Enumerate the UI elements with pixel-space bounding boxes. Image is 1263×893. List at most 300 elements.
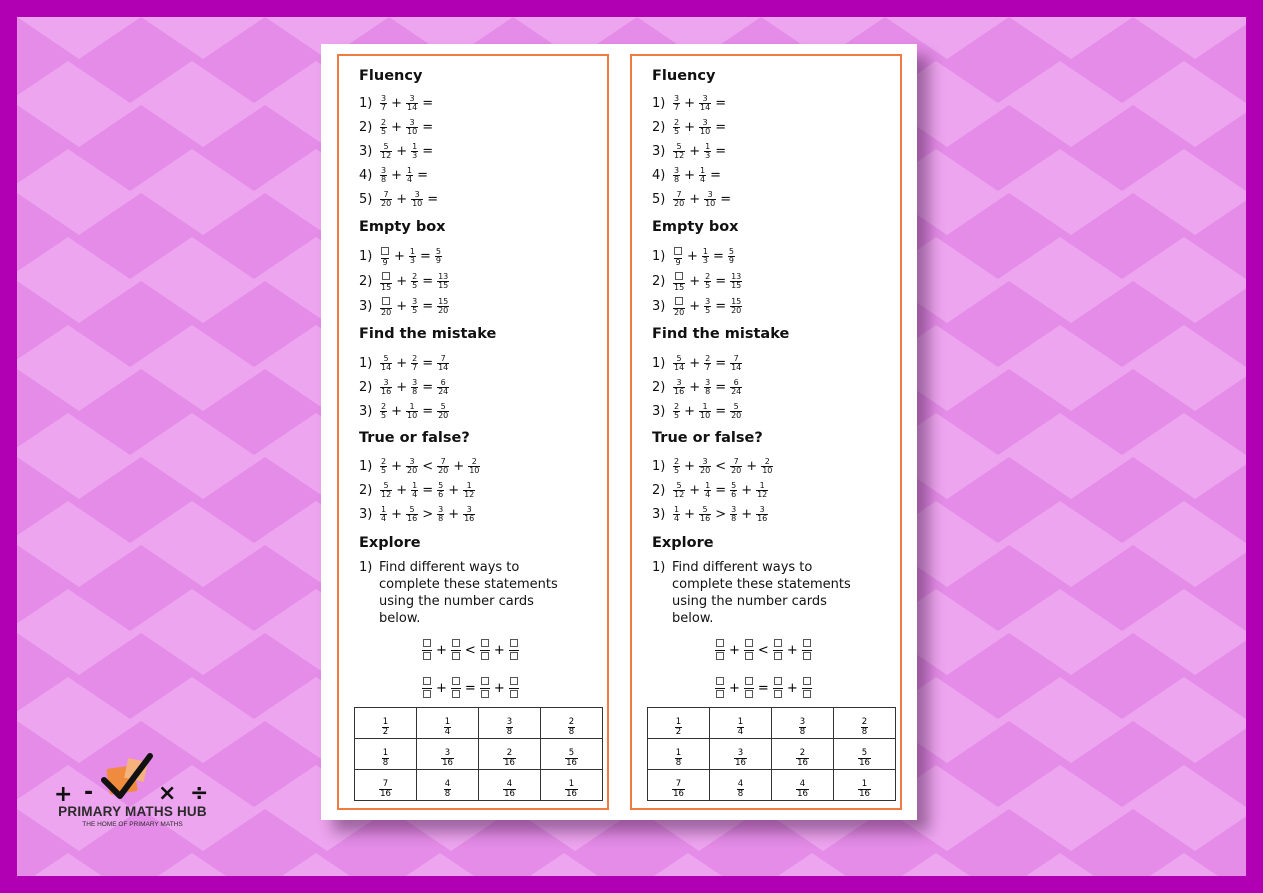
worksheet-sheet [321, 44, 917, 820]
fraction: $\frac{5}{16}$ [859, 748, 870, 768]
explore-statement [714, 638, 813, 663]
operator: = [422, 95, 434, 111]
operator: = [715, 403, 727, 419]
fraction: $\frac{3}{8}$ [506, 717, 513, 737]
operator: + [741, 482, 753, 498]
question-row [359, 399, 450, 423]
fraction: 5 12 [381, 141, 392, 160]
explore-line [652, 576, 851, 593]
operator: + [729, 643, 740, 658]
logo-tagline: THE HOME OF PRIMARY MATHS [82, 821, 183, 828]
fraction: $\frac{1}{2}$ [675, 717, 682, 737]
primary-maths-hub-logo [40, 752, 225, 832]
operator: = [422, 403, 434, 419]
empty-box-icon [675, 297, 683, 305]
number-card [834, 708, 896, 739]
number-card [541, 770, 603, 801]
explore-line [359, 576, 558, 593]
fraction [509, 676, 519, 701]
operator: + [689, 355, 701, 371]
fraction: 9 [673, 246, 683, 267]
question-row [359, 244, 443, 268]
operator: = [422, 355, 434, 371]
question-row [359, 351, 450, 375]
number-cards-table [647, 707, 896, 801]
fraction: $\frac{3}{10}$ [705, 189, 716, 208]
operator: + [493, 643, 505, 658]
operator: = [417, 167, 428, 183]
fraction [802, 676, 812, 701]
empty-box-icon [803, 677, 811, 685]
fraction: 3 8 [674, 165, 680, 184]
question-number: 5) [652, 191, 666, 207]
question-row [359, 269, 450, 293]
section-heading: Empty box [652, 219, 739, 235]
fraction: $\frac{3}{8}$ [412, 377, 418, 396]
empty-box-icon [481, 677, 489, 685]
operator: = [427, 191, 439, 207]
number-card [355, 770, 417, 801]
question-number: 3) [359, 143, 373, 159]
number-card [648, 770, 710, 801]
section-heading: Find the mistake [359, 326, 497, 342]
fraction: $\frac{2}{10}$ [762, 456, 773, 475]
fraction: $\frac{15}{20}$ [438, 296, 449, 315]
operator: = [715, 273, 727, 289]
operator: + [729, 681, 740, 696]
fraction: $\frac{1}{4}$ [412, 480, 418, 499]
fraction: $\frac{5}{16}$ [700, 504, 711, 523]
question-row [359, 163, 431, 187]
fraction: $\frac{1}{12}$ [757, 480, 768, 499]
operator: + [684, 458, 695, 474]
fraction: 7 20 [731, 456, 742, 475]
explore-text: complete these statements [672, 577, 851, 592]
question-row [652, 163, 724, 187]
question-number: 4) [359, 167, 373, 183]
fraction: 3 7 [381, 93, 387, 112]
question-row [652, 351, 743, 375]
number-card [834, 770, 896, 801]
question-number: 3) [359, 506, 373, 522]
operator: + [689, 143, 701, 159]
fraction: $\frac{5}{9}$ [435, 246, 441, 265]
operator: = [422, 482, 434, 498]
operator: + [436, 681, 447, 696]
question-row [652, 244, 736, 268]
fraction: 5 14 [381, 353, 392, 372]
operator: + [684, 167, 695, 183]
operator: + [684, 95, 695, 111]
empty-box-icon [803, 690, 811, 698]
operator: = [713, 248, 724, 264]
explore-statement [714, 676, 813, 701]
fraction [509, 638, 519, 663]
empty-box-icon [452, 677, 460, 685]
question-number: 1) [359, 458, 373, 474]
fraction: $\frac{2}{7}$ [412, 353, 418, 372]
operator: > [715, 506, 727, 522]
operator: + [396, 273, 408, 289]
number-cards-row [648, 770, 896, 801]
empty-box-icon [481, 690, 489, 698]
empty-box-icon [423, 690, 431, 698]
fraction [480, 638, 490, 663]
question-row [652, 502, 769, 526]
number-cards-row [355, 770, 603, 801]
number-card [710, 739, 772, 770]
number-cards-row [355, 708, 603, 739]
number-card [417, 708, 479, 739]
fraction [773, 676, 783, 701]
empty-box-icon [481, 652, 489, 660]
number-cards-row [355, 739, 603, 770]
empty-box-icon [510, 652, 518, 660]
number-card [417, 739, 479, 770]
explore-instructions [359, 559, 558, 627]
fraction: 3 8 [731, 504, 737, 523]
operator: = [422, 143, 434, 159]
fraction: $\frac{1}{16}$ [859, 779, 870, 799]
question-number: 1) [359, 560, 373, 575]
number-card [541, 739, 603, 770]
fraction: 5 12 [381, 480, 392, 499]
explore-line [652, 610, 851, 627]
question-row [359, 187, 441, 211]
fraction: $\frac{1}{2}$ [382, 717, 389, 737]
number-card [355, 739, 417, 770]
fraction: 20 [673, 296, 685, 317]
number-card [772, 770, 834, 801]
operator: + [453, 458, 465, 474]
section-heading: True or false? [359, 430, 470, 446]
number-card [648, 708, 710, 739]
fraction: $\frac{2}{8}$ [861, 717, 868, 737]
operator: + [741, 506, 753, 522]
question-row [652, 269, 743, 293]
operator: = [422, 379, 434, 395]
operator: + [493, 681, 505, 696]
explore-text: below. [672, 611, 714, 626]
operator: = [715, 119, 727, 135]
operator: + [689, 298, 701, 314]
fraction: 7 20 [438, 456, 449, 475]
explore-text: below. [379, 611, 421, 626]
question-number: 1) [359, 95, 373, 111]
fraction: $\frac{4}{8}$ [737, 779, 744, 799]
fraction: 2 5 [381, 117, 387, 136]
fraction: 20 [380, 296, 392, 317]
empty-box-icon [716, 690, 724, 698]
fraction: $\frac{1}{3}$ [409, 246, 415, 265]
fraction: $\frac{5}{16}$ [407, 504, 418, 523]
fraction: $\frac{3}{10}$ [407, 117, 418, 136]
fraction: $\frac{5}{6}$ [438, 480, 444, 499]
question-number: 3) [359, 403, 373, 419]
section-heading: Empty box [359, 219, 446, 235]
operator: + [786, 643, 798, 658]
fraction: 1 4 [381, 504, 387, 523]
fraction: $\frac{1}{4}$ [705, 480, 711, 499]
explore-text: complete these statements [379, 577, 558, 592]
operator: + [684, 506, 695, 522]
question-number: 1) [652, 458, 666, 474]
empty-box-icon [381, 247, 389, 255]
fraction: $\frac{13}{15}$ [438, 271, 449, 290]
number-card [479, 739, 541, 770]
number-card [710, 708, 772, 739]
empty-box-icon [716, 639, 724, 647]
operator: + [448, 482, 460, 498]
operator: + [689, 379, 701, 395]
section-heading: Fluency [359, 68, 423, 84]
operator: + [436, 643, 447, 658]
fraction: $\frac{2}{10}$ [469, 456, 480, 475]
empty-box-icon [745, 652, 753, 660]
fraction: $\frac{1}{16}$ [566, 779, 577, 799]
empty-box-icon [382, 272, 390, 280]
question-number: 2) [652, 273, 666, 289]
fraction: $\frac{5}{20}$ [731, 401, 742, 420]
section-heading: Explore [359, 535, 421, 551]
empty-box-icon [803, 652, 811, 660]
question-row [652, 294, 743, 318]
fraction: $\frac{4}{8}$ [444, 779, 451, 799]
operator: = [715, 95, 727, 111]
operator: < [715, 458, 727, 474]
operator: = [422, 298, 434, 314]
operator: + [396, 482, 408, 498]
section-heading: Fluency [652, 68, 716, 84]
fraction: $\frac{1}{4}$ [700, 165, 706, 184]
fraction: $\frac{3}{14}$ [700, 93, 711, 112]
logo-symbols-icon [40, 752, 225, 807]
operator: = [464, 681, 476, 696]
number-card [710, 770, 772, 801]
fraction: $\frac{3}{10}$ [700, 117, 711, 136]
empty-box-icon [745, 677, 753, 685]
operator: + [391, 506, 402, 522]
section-heading: True or false? [652, 430, 763, 446]
empty-box-icon [423, 639, 431, 647]
number-card [355, 708, 417, 739]
operator: + [689, 191, 701, 207]
explore-text: using the number cards [379, 594, 534, 609]
question-row [359, 502, 476, 526]
question-number: 1) [652, 560, 666, 575]
explore-line [359, 559, 558, 576]
fraction: 3 16 [381, 377, 392, 396]
operator: + [786, 681, 798, 696]
fraction [451, 676, 461, 701]
fraction: $\frac{4}{16}$ [504, 779, 515, 799]
fraction: $\frac{3}{16}$ [735, 748, 746, 768]
empty-box-icon [774, 677, 782, 685]
operator: = [715, 379, 727, 395]
question-number: 1) [652, 248, 666, 264]
operator: + [391, 95, 402, 111]
fraction: $\frac{15}{20}$ [731, 296, 742, 315]
operator: + [396, 298, 408, 314]
fraction [451, 638, 461, 663]
fraction: $\frac{6}{24}$ [731, 377, 742, 396]
empty-box-icon [510, 639, 518, 647]
operator: < [422, 458, 434, 474]
question-row [359, 115, 436, 139]
operator: + [684, 119, 695, 135]
empty-box-icon [481, 639, 489, 647]
fraction: 7 20 [381, 189, 392, 208]
fraction [802, 638, 812, 663]
empty-box-icon [382, 297, 390, 305]
number-card [648, 739, 710, 770]
fraction: $\frac{2}{8}$ [568, 717, 575, 737]
operator: = [715, 355, 727, 371]
fraction: $\frac{2}{5}$ [705, 271, 711, 290]
question-row [652, 91, 729, 115]
fraction: $\frac{7}{14}$ [731, 353, 742, 372]
number-card [541, 708, 603, 739]
number-card [834, 739, 896, 770]
operator: > [422, 506, 434, 522]
fraction: 3 16 [674, 377, 685, 396]
fraction: 7 20 [674, 189, 685, 208]
empty-box-icon [452, 639, 460, 647]
number-card [417, 770, 479, 801]
question-number: 1) [359, 248, 373, 264]
question-number: 2) [359, 273, 373, 289]
empty-box-icon [423, 677, 431, 685]
svg-text:÷: ÷ [190, 781, 209, 806]
fraction: 3 8 [438, 504, 444, 523]
fraction [744, 676, 754, 701]
question-number: 2) [359, 482, 373, 498]
fraction: 5 12 [674, 141, 685, 160]
operator: + [391, 458, 402, 474]
operator: = [710, 167, 721, 183]
question-number: 3) [652, 143, 666, 159]
fraction: $\frac{7}{16}$ [673, 779, 684, 799]
fraction [422, 676, 432, 701]
svg-text:-: - [84, 780, 94, 805]
fraction: 15 [380, 271, 392, 292]
fraction: $\frac{1}{4}$ [407, 165, 413, 184]
operator: + [396, 191, 408, 207]
fraction: $\frac{1}{3}$ [702, 246, 708, 265]
operator: + [391, 119, 402, 135]
section-heading: Explore [652, 535, 714, 551]
fraction: 2 5 [381, 401, 387, 420]
question-number: 1) [652, 95, 666, 111]
fraction: $\frac{7}{16}$ [380, 779, 391, 799]
question-row [359, 375, 450, 399]
fraction: $\frac{2}{16}$ [797, 748, 808, 768]
fraction [480, 676, 490, 701]
fraction [715, 676, 725, 701]
fraction: $\frac{3}{16}$ [757, 504, 768, 523]
logo-title: PRIMARY MATHS HUB [58, 804, 207, 819]
fraction [422, 638, 432, 663]
fraction: 5 14 [674, 353, 685, 372]
question-number: 5) [359, 191, 373, 207]
empty-box-icon [716, 677, 724, 685]
fraction: $\frac{1}{4}$ [444, 717, 451, 737]
empty-box-icon [423, 652, 431, 660]
question-row [359, 478, 476, 502]
operator: = [422, 119, 434, 135]
fraction [773, 638, 783, 663]
explore-text: Find different ways to [672, 560, 813, 575]
fraction: $\frac{3}{8}$ [705, 377, 711, 396]
fraction: $\frac{2}{7}$ [705, 353, 711, 372]
question-row [652, 139, 729, 163]
fraction: 3 7 [674, 93, 680, 112]
fraction: $\frac{1}{3}$ [705, 141, 711, 160]
fraction: 2 5 [674, 401, 680, 420]
operator: = [715, 298, 727, 314]
operator: = [715, 143, 727, 159]
question-number: 2) [359, 379, 373, 395]
operator: + [396, 379, 408, 395]
fraction: $\frac{3}{10}$ [412, 189, 423, 208]
fraction: 15 [673, 271, 685, 292]
question-number: 2) [652, 379, 666, 395]
fraction: 2 5 [381, 456, 387, 475]
question-number: 2) [359, 119, 373, 135]
question-number: 1) [652, 355, 666, 371]
fraction: $\frac{3}{5}$ [412, 296, 418, 315]
fraction: 9 [380, 246, 390, 267]
fraction: $\frac{3}{20}$ [700, 456, 711, 475]
operator: + [391, 403, 402, 419]
operator: + [684, 403, 695, 419]
question-number: 2) [652, 482, 666, 498]
section-heading: Find the mistake [652, 326, 790, 342]
fraction: $\frac{3}{16}$ [442, 748, 453, 768]
fraction: $\frac{1}{3}$ [412, 141, 418, 160]
fraction: $\frac{1}{12}$ [464, 480, 475, 499]
question-number: 3) [652, 506, 666, 522]
operator: + [391, 167, 402, 183]
operator: = [715, 482, 727, 498]
question-row [652, 375, 743, 399]
fraction: $\frac{4}{16}$ [797, 779, 808, 799]
fraction: $\frac{5}{20}$ [438, 401, 449, 420]
operator: = [420, 248, 431, 264]
number-cards-row [648, 708, 896, 739]
empty-box-icon [674, 247, 682, 255]
question-row [359, 294, 450, 318]
question-row [652, 187, 734, 211]
operator: + [448, 506, 460, 522]
number-card [479, 770, 541, 801]
question-number: 1) [359, 355, 373, 371]
number-card [772, 708, 834, 739]
number-card [772, 739, 834, 770]
fraction: $\frac{1}{10}$ [407, 401, 418, 420]
question-number: 2) [652, 119, 666, 135]
empty-box-icon [803, 639, 811, 647]
explore-line [652, 593, 851, 610]
fraction: $\frac{7}{14}$ [438, 353, 449, 372]
empty-box-icon [452, 652, 460, 660]
question-row [359, 91, 436, 115]
svg-text:×: × [158, 781, 177, 806]
empty-box-icon [510, 690, 518, 698]
empty-box-icon [716, 652, 724, 660]
operator: + [689, 273, 701, 289]
fraction: $\frac{2}{5}$ [412, 271, 418, 290]
